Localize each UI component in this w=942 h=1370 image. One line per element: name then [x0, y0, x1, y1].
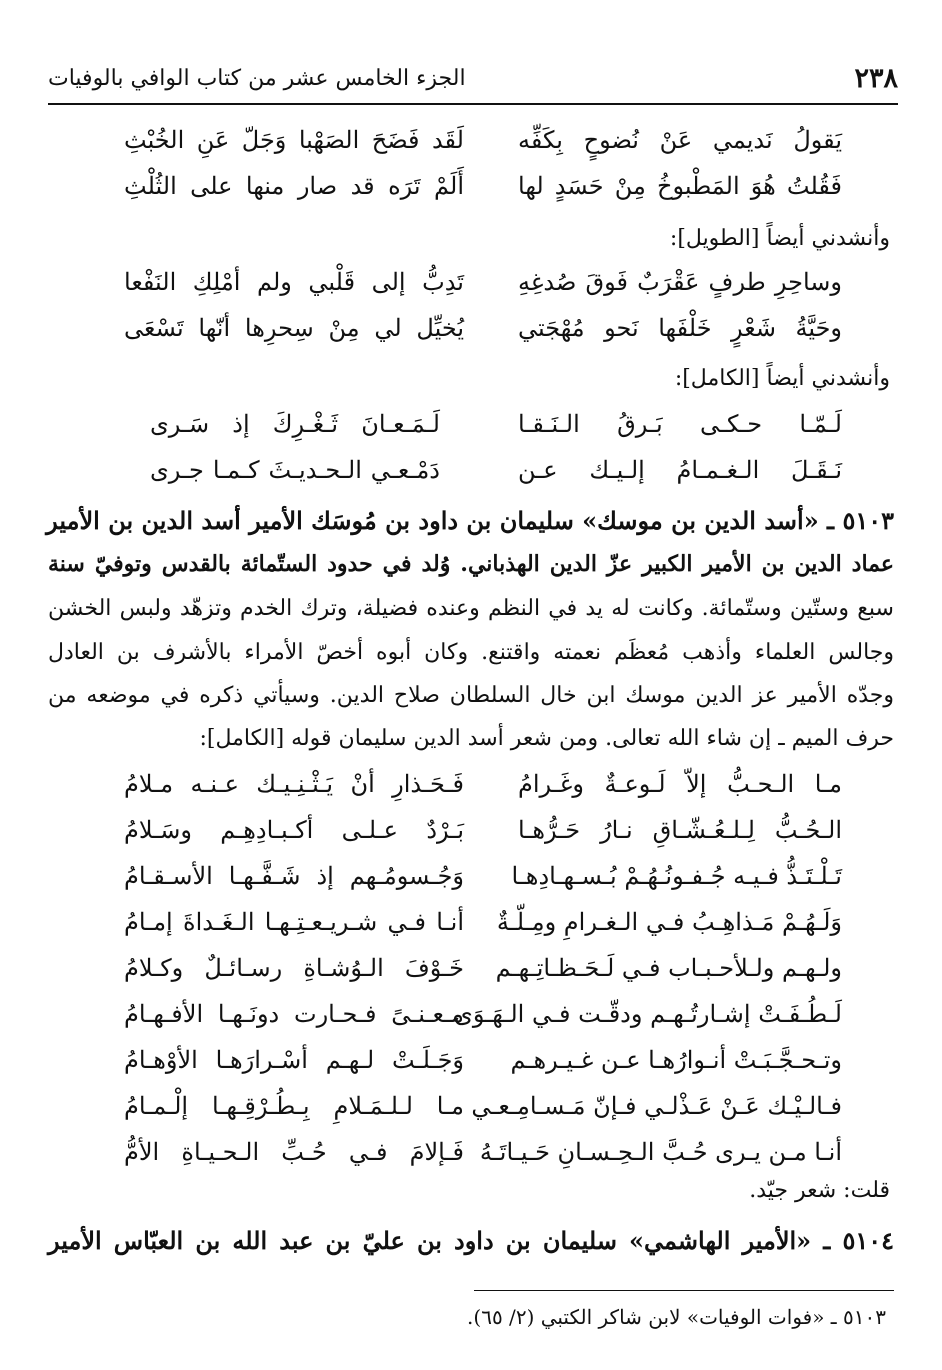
second-hemistich: فَـحَـذارِ أنْ يَـثْـنِـيـك عـنـه مـلامُ	[124, 770, 464, 798]
first-hemistich: وحَيَّةُ شَعْرٍ خَلْفَها نَحو مُهْجَتي	[518, 314, 842, 342]
page-number: ٢٣٨	[854, 62, 898, 94]
second-hemistich: لَـمَـعـانَ ثَـغْـرِكَ إذ سَـرى	[150, 410, 440, 438]
header-rule	[48, 103, 898, 105]
verse-line	[48, 268, 898, 314]
first-hemistich: وَلَـهُـمْ مَـذاهِـبُ فـي الـغـرامِ ومِـلّـةٌ	[496, 908, 842, 936]
verse-line	[48, 410, 898, 456]
verse-line	[48, 314, 898, 360]
second-hemistich: مـعـنـىً فـحـارت دونَـهـا الأفـهـامُ	[124, 1000, 464, 1028]
first-hemistich: ولـهـم ولـلأحـبـاب فـي لَـحَـظـاتِـهـم	[495, 954, 842, 982]
poem-4	[48, 770, 898, 1184]
poem-1	[48, 126, 898, 218]
verse-line	[48, 456, 898, 502]
verse-line	[48, 862, 898, 908]
second-hemistich: خَـوْفَ الـوُشـاةِ رسـائـلٌ وكـلامُ	[124, 954, 464, 982]
footnote-rule	[474, 1290, 894, 1291]
footnote: ٥١٠٣ ـ «فوات الوفيات» لابن شاكر الكتبي (٢/ ٦٥).	[467, 1305, 886, 1329]
entry-5103-line: حرف الميم ـ إن شاء الله تعالى. ومن شعر أسد الدين سليمان قوله [الكامل]:	[199, 726, 894, 751]
entry-5103-line: وجالس العلماء وأذهب مُعظَم نعمته واقتنع. وكان أبوه أخصّ الأمراء بالأشرف بن العادل	[48, 640, 894, 665]
second-hemistich: وَجُـسومُـهم إذ شَـفَّـهـا الأسـقـامُ	[124, 862, 464, 890]
author-note: قلت: شعر جيّد.	[749, 1178, 890, 1203]
verse-line	[48, 172, 898, 218]
first-hemistich: وتـحـجَّـبَـتْ أنـوارُهـا عـن غـيـرهـم	[510, 1046, 842, 1074]
second-hemistich: فَـإلامَ فـي حُـبِّ الـحـيـاةِ الأمُّ	[124, 1138, 464, 1166]
meter-intro: وأنشدني أيضاً [الطويل]:	[669, 226, 890, 251]
verse-line	[48, 1092, 898, 1138]
first-hemistich: مـا الـحـبُّ إلاّ لَـوعـةٌ وغَـرامُ	[518, 770, 842, 798]
verse-line	[48, 1046, 898, 1092]
second-hemistich: بَـرْدٌ عـلـى أكـبـادِهِـم وسَـلامُ	[124, 816, 464, 844]
first-hemistich: لَـمّـا حـكـى بَـرقُ الـنَـقـا	[518, 410, 842, 438]
verse-line	[48, 908, 898, 954]
entry-heading-text: ٥١٠٤ ـ «الأمير الهاشمي» سليمان بن داود بن عليّ بن عبد الله بن العبّاس الأمير	[48, 1226, 894, 1255]
second-hemistich: يُخيِّل لي مِنْ سِحرِها أنّها تَسْعَى	[124, 314, 464, 342]
entry-heading-text: ٥١٠٣ ـ «أسد الدين بن موسك» سليمان بن داود بن مُوسَك الأمير أسد الدين بن الأمير	[46, 506, 894, 535]
first-hemistich: تَـلْـتَـذُّ فـيـه جُـفـونُـهُـمْ بُـسـهـادِهـا	[511, 862, 842, 890]
first-hemistich: فَقُلتُ هُوَ المَطْبوخُ مِنْ حَسَدٍ لها	[518, 172, 842, 200]
second-hemistich: تَدِبُّ إلى قَلْبي ولم أمْلِكِ النَفْعا	[124, 268, 464, 296]
verse-line	[48, 126, 898, 172]
first-hemistich: الـحُـبُّ لِـلـعُـشّـاقِ نـارُ حَـرُّهـا	[518, 816, 842, 844]
entry-5103-heading	[48, 506, 894, 535]
verse-line	[48, 1000, 898, 1046]
second-hemistich: لَقَد فَضَحَ الصَهْبا وَجَلّ عَنِ الخُبْثِ	[124, 126, 464, 154]
first-hemistich: نَـقَـلَ الـغـمـامُ إلـيـك عـن	[518, 456, 842, 484]
meter-intro: وأنشدني أيضاً [الكامل]:	[674, 366, 890, 391]
entry-5103-line: سبع وستّين وستّمائة. وكانت له يد في النظم وعنده فضيلة، وترك الخدم وتزهّد ولبس الخشن	[48, 596, 894, 621]
running-title: الجزء الخامس عشر من كتاب الوافي بالوفيات	[48, 65, 466, 91]
first-hemistich: لَـطُـفَـتْ إشـارتُـهـم ودقّـت فـي الـهَـوَى	[454, 1000, 842, 1028]
second-hemistich: مـا لـلـمَـلامِ بِـطُـرْقِـهـا إلْـمـامُ	[124, 1092, 464, 1120]
first-hemistich: وساحِرِ طرفٍ عَقْرَبٌ فَوقَ صُدغِهِ	[518, 268, 842, 296]
entry-5103-line: وجدّه الأمير عز الدين موسك ابن خال السلطان صلاح الدين. وسيأتي ذكره في موضعه من	[48, 683, 894, 708]
poem-3	[48, 410, 898, 502]
first-hemistich: أنـا مـن يـرى حُـبَّ الـحِـسـانِ حَـيـاتَـهُ	[479, 1138, 842, 1166]
verse-line	[48, 954, 898, 1000]
page-header	[48, 58, 898, 98]
verse-line	[48, 770, 898, 816]
first-hemistich: يَقولُ نَديمي عَنْ نُضوحٍ بِكَفِّه	[518, 126, 842, 154]
first-hemistich: فـالـيْـك عَـنْ عَـذْلـي فـإنّ مَـسـامِـعـي	[471, 1092, 842, 1120]
verse-line	[48, 816, 898, 862]
second-hemistich: أنـا فـي شـريـعـتِـهـا الـغَـداةَ إمـامُ	[124, 908, 464, 936]
second-hemistich: دَمْـعـي الـحـديـثَ كـمـا جـرى	[150, 456, 440, 484]
entry-5103-line: عماد الدين بن الأمير الكبير عزّ الدين الهذباني. وُلد في حدود الستّمائة بالقدس وتوفيّ سنة	[48, 551, 894, 577]
second-hemistich: أَلَمْ تَرَه قد صار منها على الثُلْثِ	[124, 172, 464, 200]
poem-2	[48, 268, 898, 360]
second-hemistich: وَجَـلَـتْ لـهـم أسْـرارَهـا الأوْهـامُ	[124, 1046, 464, 1074]
entry-5104-heading	[48, 1226, 894, 1255]
